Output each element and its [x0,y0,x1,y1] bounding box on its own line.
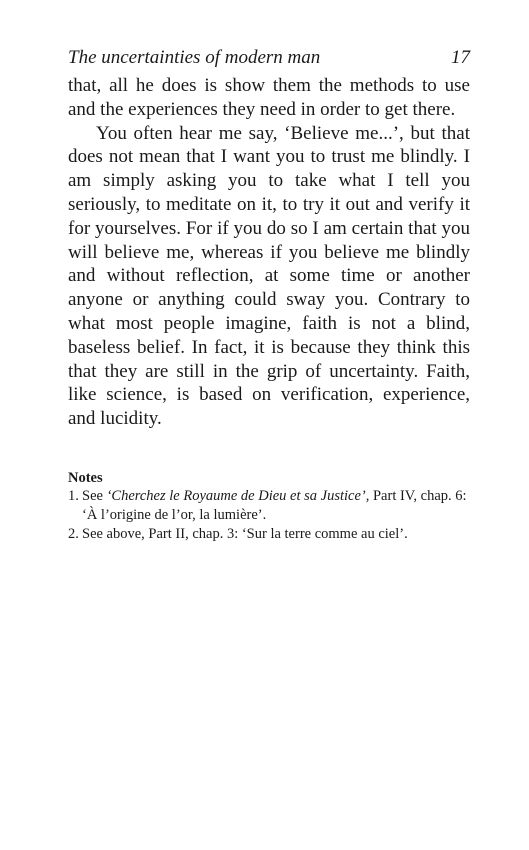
note-number: 1. [68,487,79,504]
note-number: 2. [68,525,79,542]
running-title: The uncertainties of modern man [68,47,321,68]
note-text [82,487,470,525]
note-item [68,525,470,544]
note-item [68,487,470,525]
book-page [68,44,470,544]
note-cited-title: ‘Cherchez le Royaume de Dieu et sa Justice’, [106,487,370,504]
paragraph-continued: that, all he does is show them the methods to use and the experiences they need in order to get there. [68,75,470,120]
notes-heading: Notes [68,469,103,486]
paragraph: You often hear me say, ‘Believe me...’, but that does not mean that I want you to trust me blindly. I am simply asking you to take what I tell you seriously, to meditate on it, to try it out and verify it for yourselves. For if you do so I am certain that you will believe me, whereas if you believe me blindly and without reflection, at some time or another anyone or anything could sway you. Contrary to what most people imagine, faith is not a blind, baseless belief. In fact, it is because they think this that they are still in the grip of uncertainty. Faith, like science, is based on verification, experience, and lucidity. [68,122,470,430]
note-suffix: Part IV, chap. 6: ‘À l’origine de l’or, la lumière’. [82,487,467,523]
running-header [68,44,470,74]
body-text [68,74,470,431]
page-number: 17 [451,47,470,68]
note-prefix: See [82,487,107,504]
notes-section [68,469,470,544]
note-text: See above, Part II, chap. 3: ‘Sur la terre comme au ciel’. [82,525,408,542]
